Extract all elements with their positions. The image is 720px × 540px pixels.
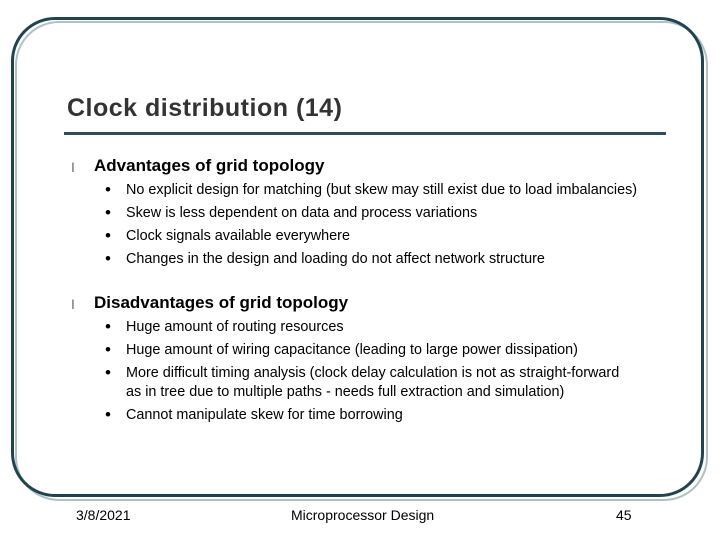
footer-course: Microprocessor Design xyxy=(291,507,435,523)
bullet-icon: • xyxy=(105,249,111,268)
section-bullet-icon: l xyxy=(71,297,75,312)
bullet-icon: • xyxy=(105,363,111,382)
disadvantages-list xyxy=(105,318,645,425)
list-item xyxy=(105,406,645,425)
list-item-text: More difficult timing analysis (clock delay calculation is not as straight-forward as in tree due to multiple paths - needs full extraction and simulation) xyxy=(126,365,620,400)
list-item-text: Cannot manipulate skew for time borrowing xyxy=(126,407,403,423)
bullet-icon: • xyxy=(105,405,111,424)
footer-date: 3/8/2021 xyxy=(76,507,131,523)
list-item xyxy=(105,341,645,360)
section-heading: Advantages of grid topology xyxy=(94,156,325,175)
bullet-icon: • xyxy=(105,340,111,359)
bullet-icon: • xyxy=(105,180,111,199)
list-item-text: Changes in the design and loading do not affect network structure xyxy=(126,251,545,267)
list-item xyxy=(105,204,645,223)
section-heading: Disadvantages of grid topology xyxy=(94,293,349,312)
slide-title: Clock distribution (14) xyxy=(67,94,343,122)
footer-page-number: 45 xyxy=(616,507,632,523)
list-item xyxy=(105,250,645,269)
title-divider xyxy=(64,132,666,135)
list-item-text: Clock signals available everywhere xyxy=(126,228,350,244)
list-item xyxy=(105,227,645,246)
list-item-text: Huge amount of wiring capacitance (leading to large power dissipation) xyxy=(126,342,578,358)
list-item xyxy=(105,181,645,200)
bullet-icon: • xyxy=(105,226,111,245)
list-item xyxy=(105,364,636,402)
list-item-text: Skew is less dependent on data and process variations xyxy=(126,205,478,221)
list-item-text: No explicit design for matching (but skew may still exist due to load imbalancies) xyxy=(126,182,638,198)
list-item-text: Huge amount of routing resources xyxy=(126,319,344,335)
list-item xyxy=(105,318,645,337)
bullet-icon: • xyxy=(105,317,111,336)
bullet-icon: • xyxy=(105,203,111,222)
advantages-list xyxy=(105,181,645,269)
section-bullet-icon: l xyxy=(71,160,75,175)
